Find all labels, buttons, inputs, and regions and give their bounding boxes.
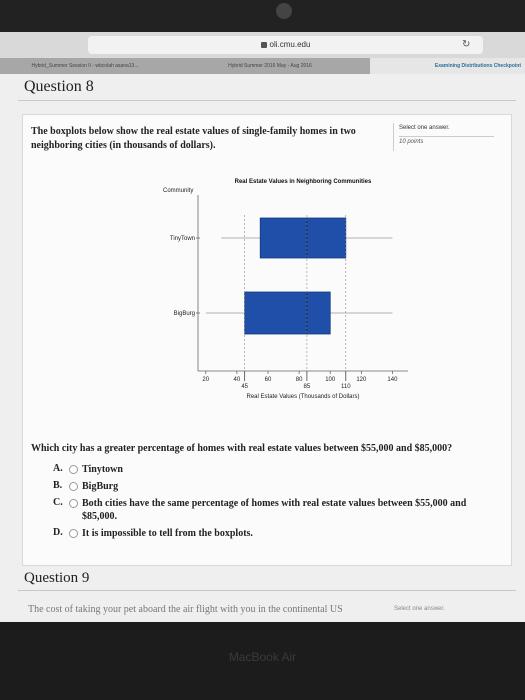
address-field[interactable] — [88, 36, 483, 54]
category-label: TinyTown — [169, 236, 195, 242]
points-label: 10 points — [399, 139, 424, 145]
lock-icon — [261, 42, 267, 48]
option-c[interactable] — [53, 497, 493, 523]
x-tick-label: 120 — [356, 377, 367, 383]
answer-options — [53, 463, 493, 544]
laptop-brand: MacBook Air — [228, 650, 297, 664]
question-9-title: Question 9 — [24, 570, 90, 586]
x-minor-tick-label: 45 — [241, 384, 249, 390]
option-text: Tinytown — [82, 464, 123, 475]
option-d[interactable] — [53, 527, 493, 540]
answer-side-panel — [393, 123, 504, 151]
option-text: Both cities have the same percentage of homes with real estate values between $55,000 and $85,000. — [82, 498, 467, 522]
option-letter: C. — [53, 497, 63, 508]
tab-session[interactable]: Hybrid_Summer Session II - wbcolah asana13... — [31, 63, 139, 69]
x-tick-label: 40 — [233, 377, 241, 383]
x-tick-label: 100 — [325, 377, 336, 383]
divider — [18, 100, 516, 101]
tab-checkpoint[interactable]: Examining Distributions Checkpoint — [370, 58, 525, 74]
question-text: Which city has a greater percentage of homes with real estate values between $55,000 and $85,000? — [31, 443, 453, 454]
x-minor-tick-label: 85 — [303, 384, 311, 390]
x-axis-label: Real Estate Values (Thousands of Dollars) — [246, 394, 360, 400]
select-one-answer: Select one answer. — [399, 125, 450, 131]
url-text: oli.cmu.edu — [269, 40, 311, 49]
divider — [399, 136, 494, 137]
x-tick-label: 140 — [387, 377, 398, 383]
camera-icon — [276, 3, 292, 19]
option-letter: B. — [53, 480, 63, 491]
x-tick-label: 60 — [264, 377, 272, 383]
page-content — [0, 74, 525, 622]
question-8-box — [22, 114, 512, 566]
bezel-top — [0, 0, 525, 32]
radio-b[interactable] — [69, 482, 78, 491]
option-a[interactable] — [53, 463, 493, 476]
option-text: BigBurg — [82, 481, 119, 492]
divider — [18, 590, 516, 591]
category-label: BigBurg — [173, 311, 195, 317]
x-minor-tick-label: 110 — [340, 384, 351, 390]
chart-title: Real Estate Values in Neighboring Communities — [234, 179, 372, 185]
box-bigburg — [245, 292, 331, 334]
x-tick-label: 80 — [295, 377, 303, 383]
url-bar — [0, 32, 525, 58]
question-prompt: The boxplots below show the real estate values of single-family homes in two neighboring cities (in thousands of dollars). — [31, 126, 356, 151]
option-text: It is impossible to tell from the boxplots. — [82, 528, 253, 539]
option-letter: D. — [53, 527, 63, 538]
y-axis-label: Community — [163, 188, 194, 194]
question-9-prompt: The cost of taking your pet aboard the air flight with you in the continental US — [28, 604, 343, 615]
radio-a[interactable] — [69, 465, 78, 474]
reload-icon[interactable]: ↻ — [462, 39, 471, 50]
radio-d[interactable] — [69, 529, 78, 538]
boxplot-chart — [123, 173, 413, 423]
option-letter: A. — [53, 463, 63, 474]
boxplot-svg — [123, 173, 413, 423]
question-8-title: Question 8 — [24, 78, 94, 95]
browser-screen — [0, 32, 525, 622]
select-one-answer: Select one answer. — [394, 606, 445, 612]
tab-bar — [0, 58, 525, 74]
option-b[interactable] — [53, 480, 493, 493]
box-tinytown — [260, 218, 346, 258]
tab-hybrid[interactable]: Hybrid Summer 2016 May - Aug 2016 — [228, 63, 312, 69]
x-tick-label: 20 — [202, 377, 210, 383]
radio-c[interactable] — [69, 499, 78, 508]
